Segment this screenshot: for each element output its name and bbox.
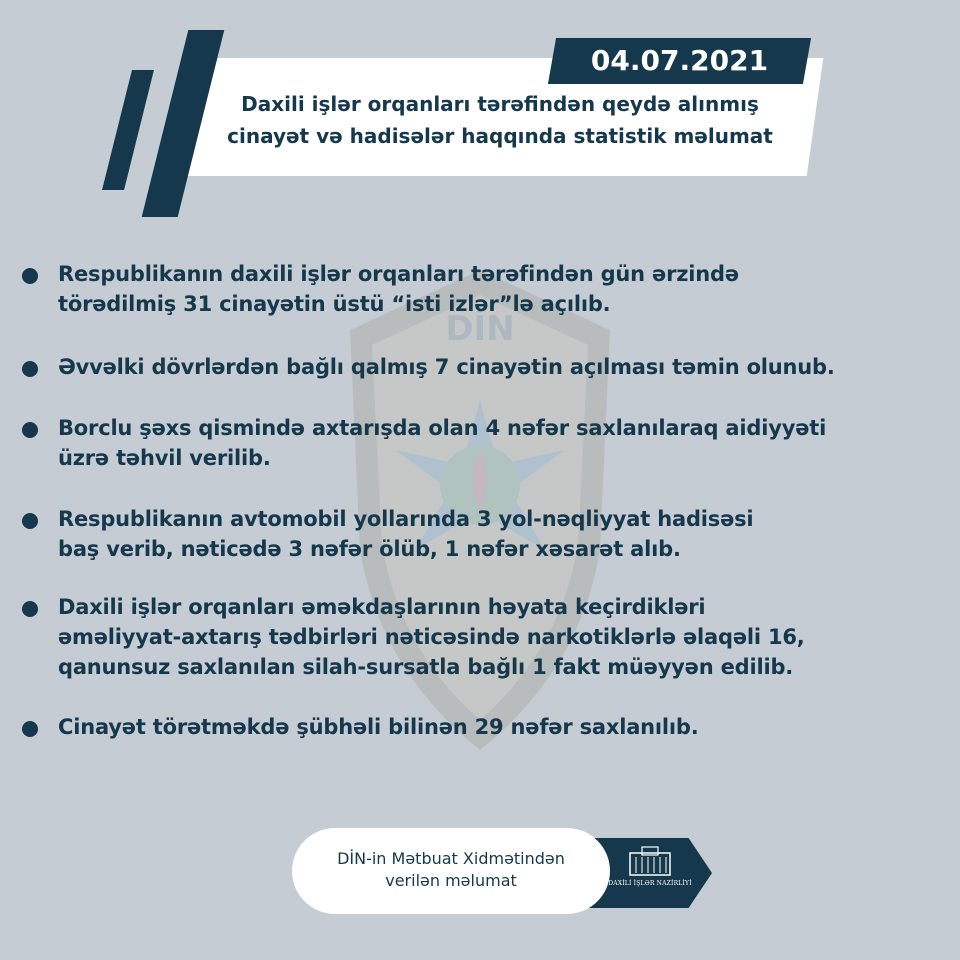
- fact-text: [58, 504, 938, 564]
- fact-line: Borclu şəxs qismində axtarışda olan 4 nəfər saxlanılaraq aidiyyəti: [58, 416, 827, 440]
- source-line-2: verilən məlumat: [385, 871, 517, 890]
- bullet-icon: [22, 601, 38, 617]
- fact-line: Cinayət törətməkdə şübhəli bilinən 29 nəfər saxlanılıb.: [58, 715, 699, 739]
- source-caption: [292, 848, 610, 892]
- fact-text: [58, 413, 938, 473]
- fact-line: törədilmiş 31 cinayətin üstü “isti izlər”lə açılıb.: [58, 292, 611, 316]
- fact-line: baş verib, nəticədə 3 nəfər ölüb, 1 nəfər xəsarət alıb.: [58, 537, 681, 561]
- fact-line: Əvvəlki dövrlərdən bağlı qalmış 7 cinayətin açılması təmin olunub.: [58, 355, 835, 379]
- fact-line: qanunsuz saxlanılan silah-sursatla bağlı 1 fakt müəyyən edilib.: [58, 655, 794, 679]
- ministry-logo-text: DAXİLİ İŞLƏR NAZİRLİYİ: [608, 880, 692, 887]
- source-line-1: DİN-in Mətbuat Xidmətindən: [337, 849, 565, 868]
- fact-line: Respublikanın avtomobil yollarında 3 yol-nəqliyyat hadisəsi: [58, 507, 754, 531]
- fact-line: əməliyyat-axtarış tədbirləri nəticəsində narkotiklərlə əlaqəli 16,: [58, 625, 805, 649]
- ministry-building-icon: [628, 845, 672, 877]
- bullet-icon: [22, 361, 38, 377]
- fact-text: [58, 259, 938, 319]
- fact-line: Respublikanın daxili işlər orqanları tərəfindən gün ərzində: [58, 262, 739, 286]
- bullet-icon: [22, 513, 38, 529]
- page-title-line-2: cinayət və hadisələr haqqında statistik məlumat: [227, 124, 773, 148]
- fact-line: üzrə təhvil verilib.: [58, 446, 271, 470]
- date-label: 04.07.2021: [590, 44, 769, 77]
- fact-text: [58, 712, 938, 742]
- bullet-icon: [22, 721, 38, 737]
- emblem-text: DİN: [445, 309, 515, 349]
- fact-text: [58, 592, 938, 682]
- bullet-icon: [22, 268, 38, 284]
- bullet-icon: [22, 422, 38, 438]
- page-title-line-1: Daxili işlər orqanları tərəfindən qeydə alınmış: [241, 92, 759, 116]
- fact-line: Daxili işlər orqanları əməkdaşlarının həyata keçirdikləri: [58, 595, 706, 619]
- fact-text: [58, 352, 938, 382]
